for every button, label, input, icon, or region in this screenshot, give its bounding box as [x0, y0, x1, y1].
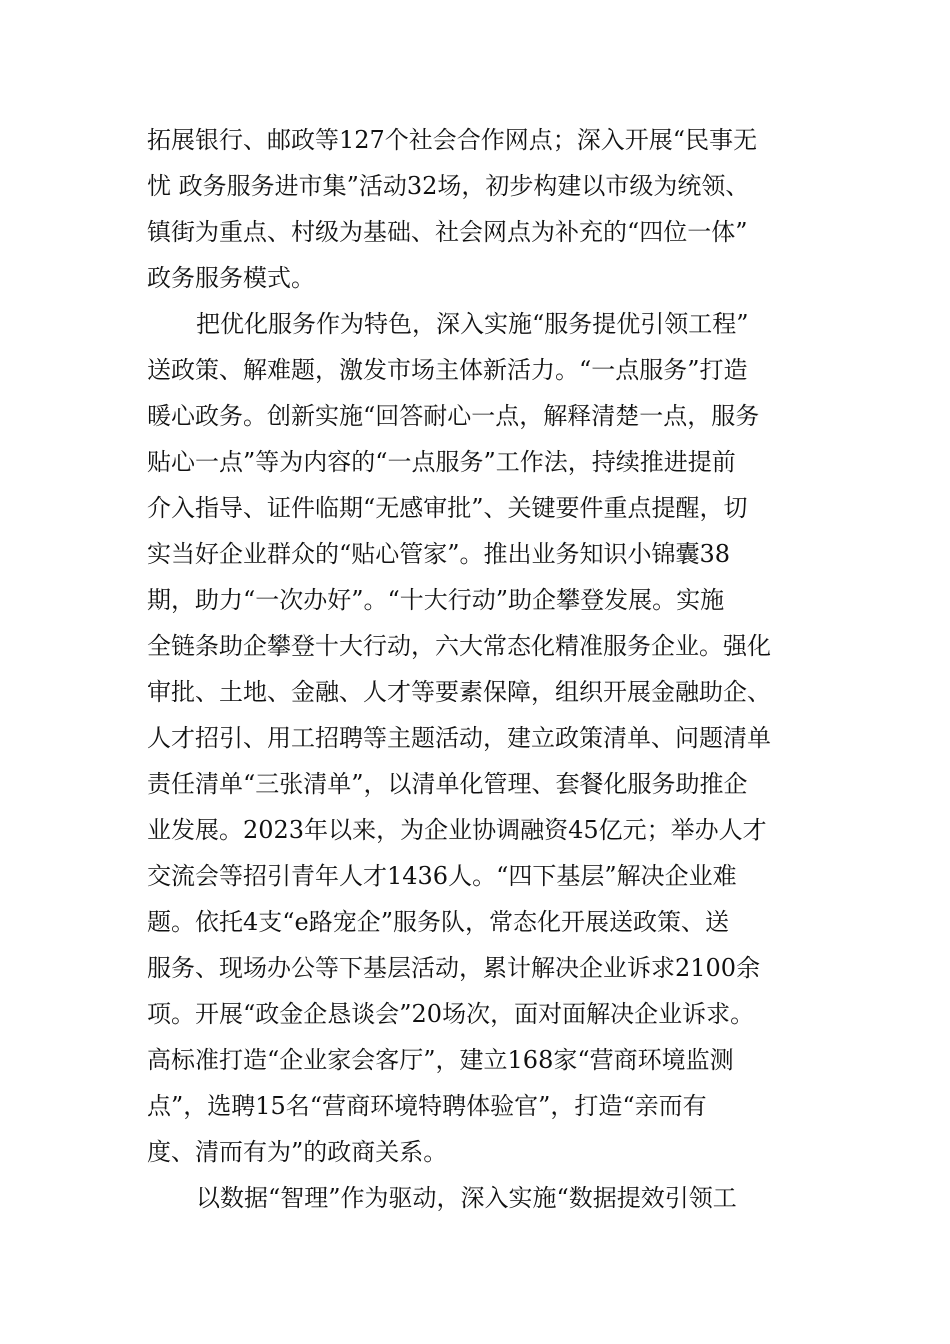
text-line: 送政策、解难题，激发市场主体新活力。“一点服务”打造 — [147, 356, 748, 384]
text-line: 人才招引、用工招聘等主题活动，建立政策清单、问题清单 — [147, 724, 771, 752]
text-line: 度、清而有为”的政商关系。 — [147, 1138, 448, 1166]
text-line: 审批、土地、金融、人才等要素保障，组织开展金融助企、 — [147, 678, 771, 706]
text-line: 业发展。2023年以来，为企业协调融资45亿元；举办人才 — [147, 816, 767, 844]
text-line: 实当好企业群众的“贴心管家”。推出业务知识小锦囊38 — [147, 540, 731, 568]
text-line: 高标准打造“企业家会客厅”，建立168家“营商环境监测 — [147, 1046, 734, 1074]
text-line: 政务服务模式。 — [147, 264, 315, 292]
text-line: 镇街为重点、村级为基础、社会网点为补充的“四位一体” — [147, 218, 748, 246]
text-line: 期，助力“一次办好”。“十大行动”助企攀登发展。实施 — [147, 586, 725, 614]
text-line: 全链条助企攀登十大行动，六大常态化精准服务企业。强化 — [147, 632, 771, 660]
text-line: 题。依托4支“e路宠企”服务队，常态化开展送政策、送 — [147, 908, 730, 936]
text-line: 贴心一点”等为内容的“一点服务”工作法，持续推进提前 — [147, 448, 736, 476]
text-line: 点”，选聘15名“营商环境特聘体验官”，打造“亲而有 — [147, 1092, 707, 1120]
text-line: 拓展银行、邮政等127个社会合作网点；深入开展“民事无 — [147, 126, 758, 154]
text-line: 项。开展“政金企恳谈会”20场次，面对面解决企业诉求。 — [147, 1000, 755, 1028]
paragraph-first-line: 把优化服务作为特色，深入实施“服务提优引领工程” — [196, 310, 749, 338]
paragraph-first-line: 以数据“智理”作为驱动，深入实施“数据提效引领工 — [196, 1184, 737, 1212]
text-line: 介入指导、证件临期“无感审批”、关键要件重点提醒，切 — [147, 494, 748, 522]
text-line: 交流会等招引青年人才1436人。“四下基层”解决企业难 — [147, 862, 737, 890]
text-line: 服务、现场办公等下基层活动，累计解决企业诉求2100余 — [147, 954, 761, 982]
text-line: 忧 政务服务进市集”活动32场，初步构建以市级为统领、 — [147, 172, 750, 200]
text-line: 暖心政务。创新实施“回答耐心一点，解释清楚一点，服务 — [147, 402, 760, 430]
text-line: 责任清单“三张清单”，以清单化管理、套餐化服务助推企 — [147, 770, 748, 798]
